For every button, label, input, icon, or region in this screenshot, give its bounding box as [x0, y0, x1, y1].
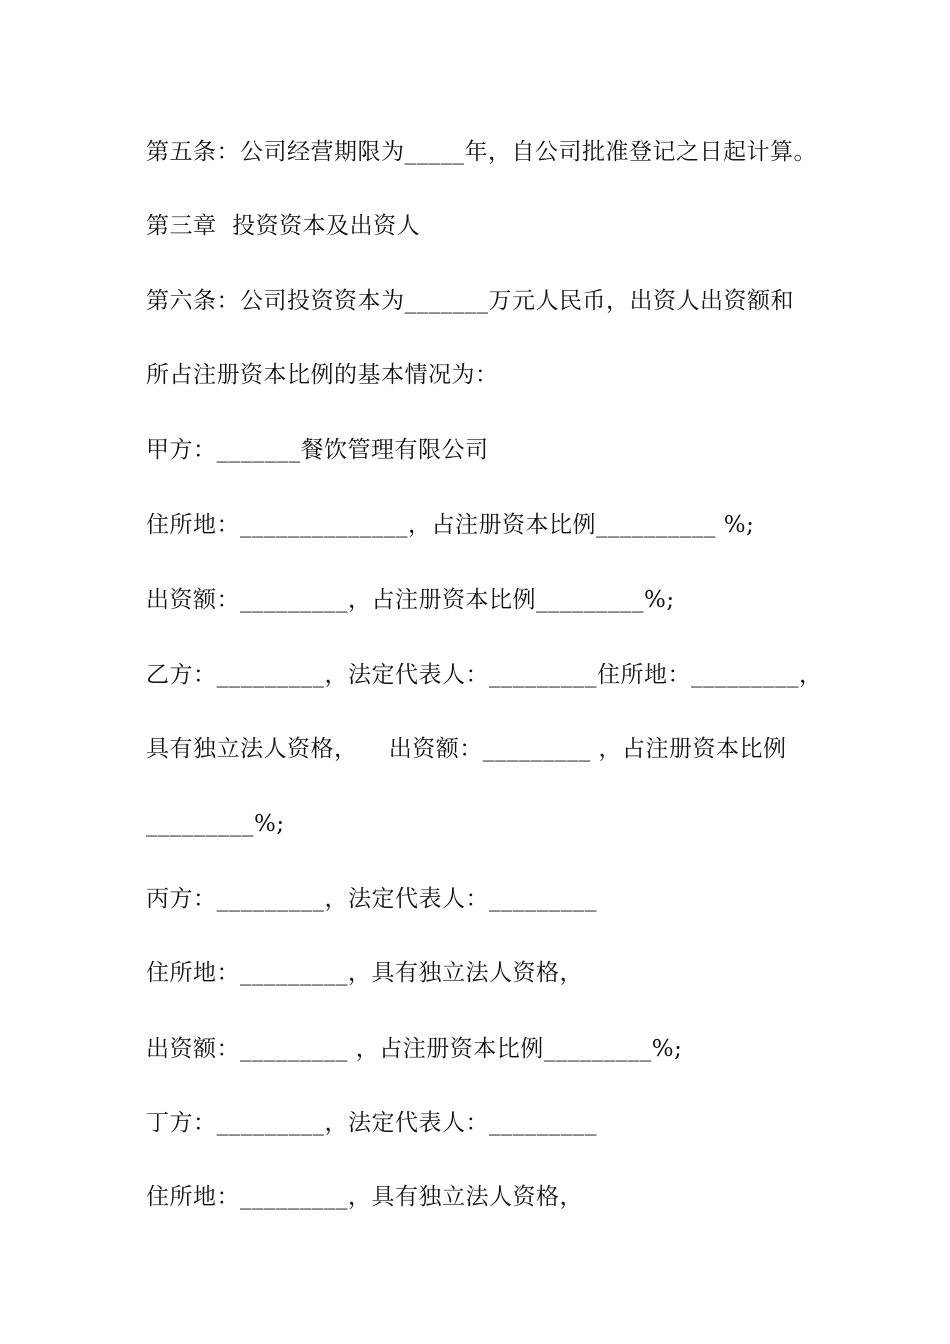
article-6-text: 第六条：公司投资资本为_______万元人民币，出资人出资额和 — [146, 288, 794, 314]
party-c-address: 住所地：_________，具有独立法人资格， — [146, 960, 583, 986]
party-d-address: 住所地：_________，具有独立法人资格， — [146, 1184, 583, 1210]
party-a-name: 甲方：_______餐饮管理有限公司 — [146, 437, 489, 463]
party-b-info: 乙方：_________，法定代表人：_________住所地：_________， — [146, 662, 823, 688]
article-5-text: 第五条：公司经营期限为_____年，自公司批准登记之日起计算。 — [146, 139, 817, 165]
party-a-contribution: 出资额：_________，占注册资本比例_________%; — [146, 587, 675, 613]
article-6-text-continued: 所占注册资本比例的基本情况为： — [146, 362, 499, 388]
party-a-address: 住所地：______________，占注册资本比例__________ %; — [146, 512, 755, 538]
party-c-info: 丙方：_________，法定代表人：_________ — [146, 886, 597, 912]
party-b-ratio: _________%; — [146, 811, 285, 837]
party-b-contribution: 具有独立法人资格， 出资额：_________ ，占注册资本比例 — [146, 736, 787, 762]
party-d-info: 丁方：_________，法定代表人：_________ — [146, 1110, 597, 1136]
party-c-contribution: 出资额：_________ ，占注册资本比例_________%; — [146, 1036, 683, 1062]
chapter-3-heading: 第三章 投资资本及出资人 — [146, 213, 421, 239]
